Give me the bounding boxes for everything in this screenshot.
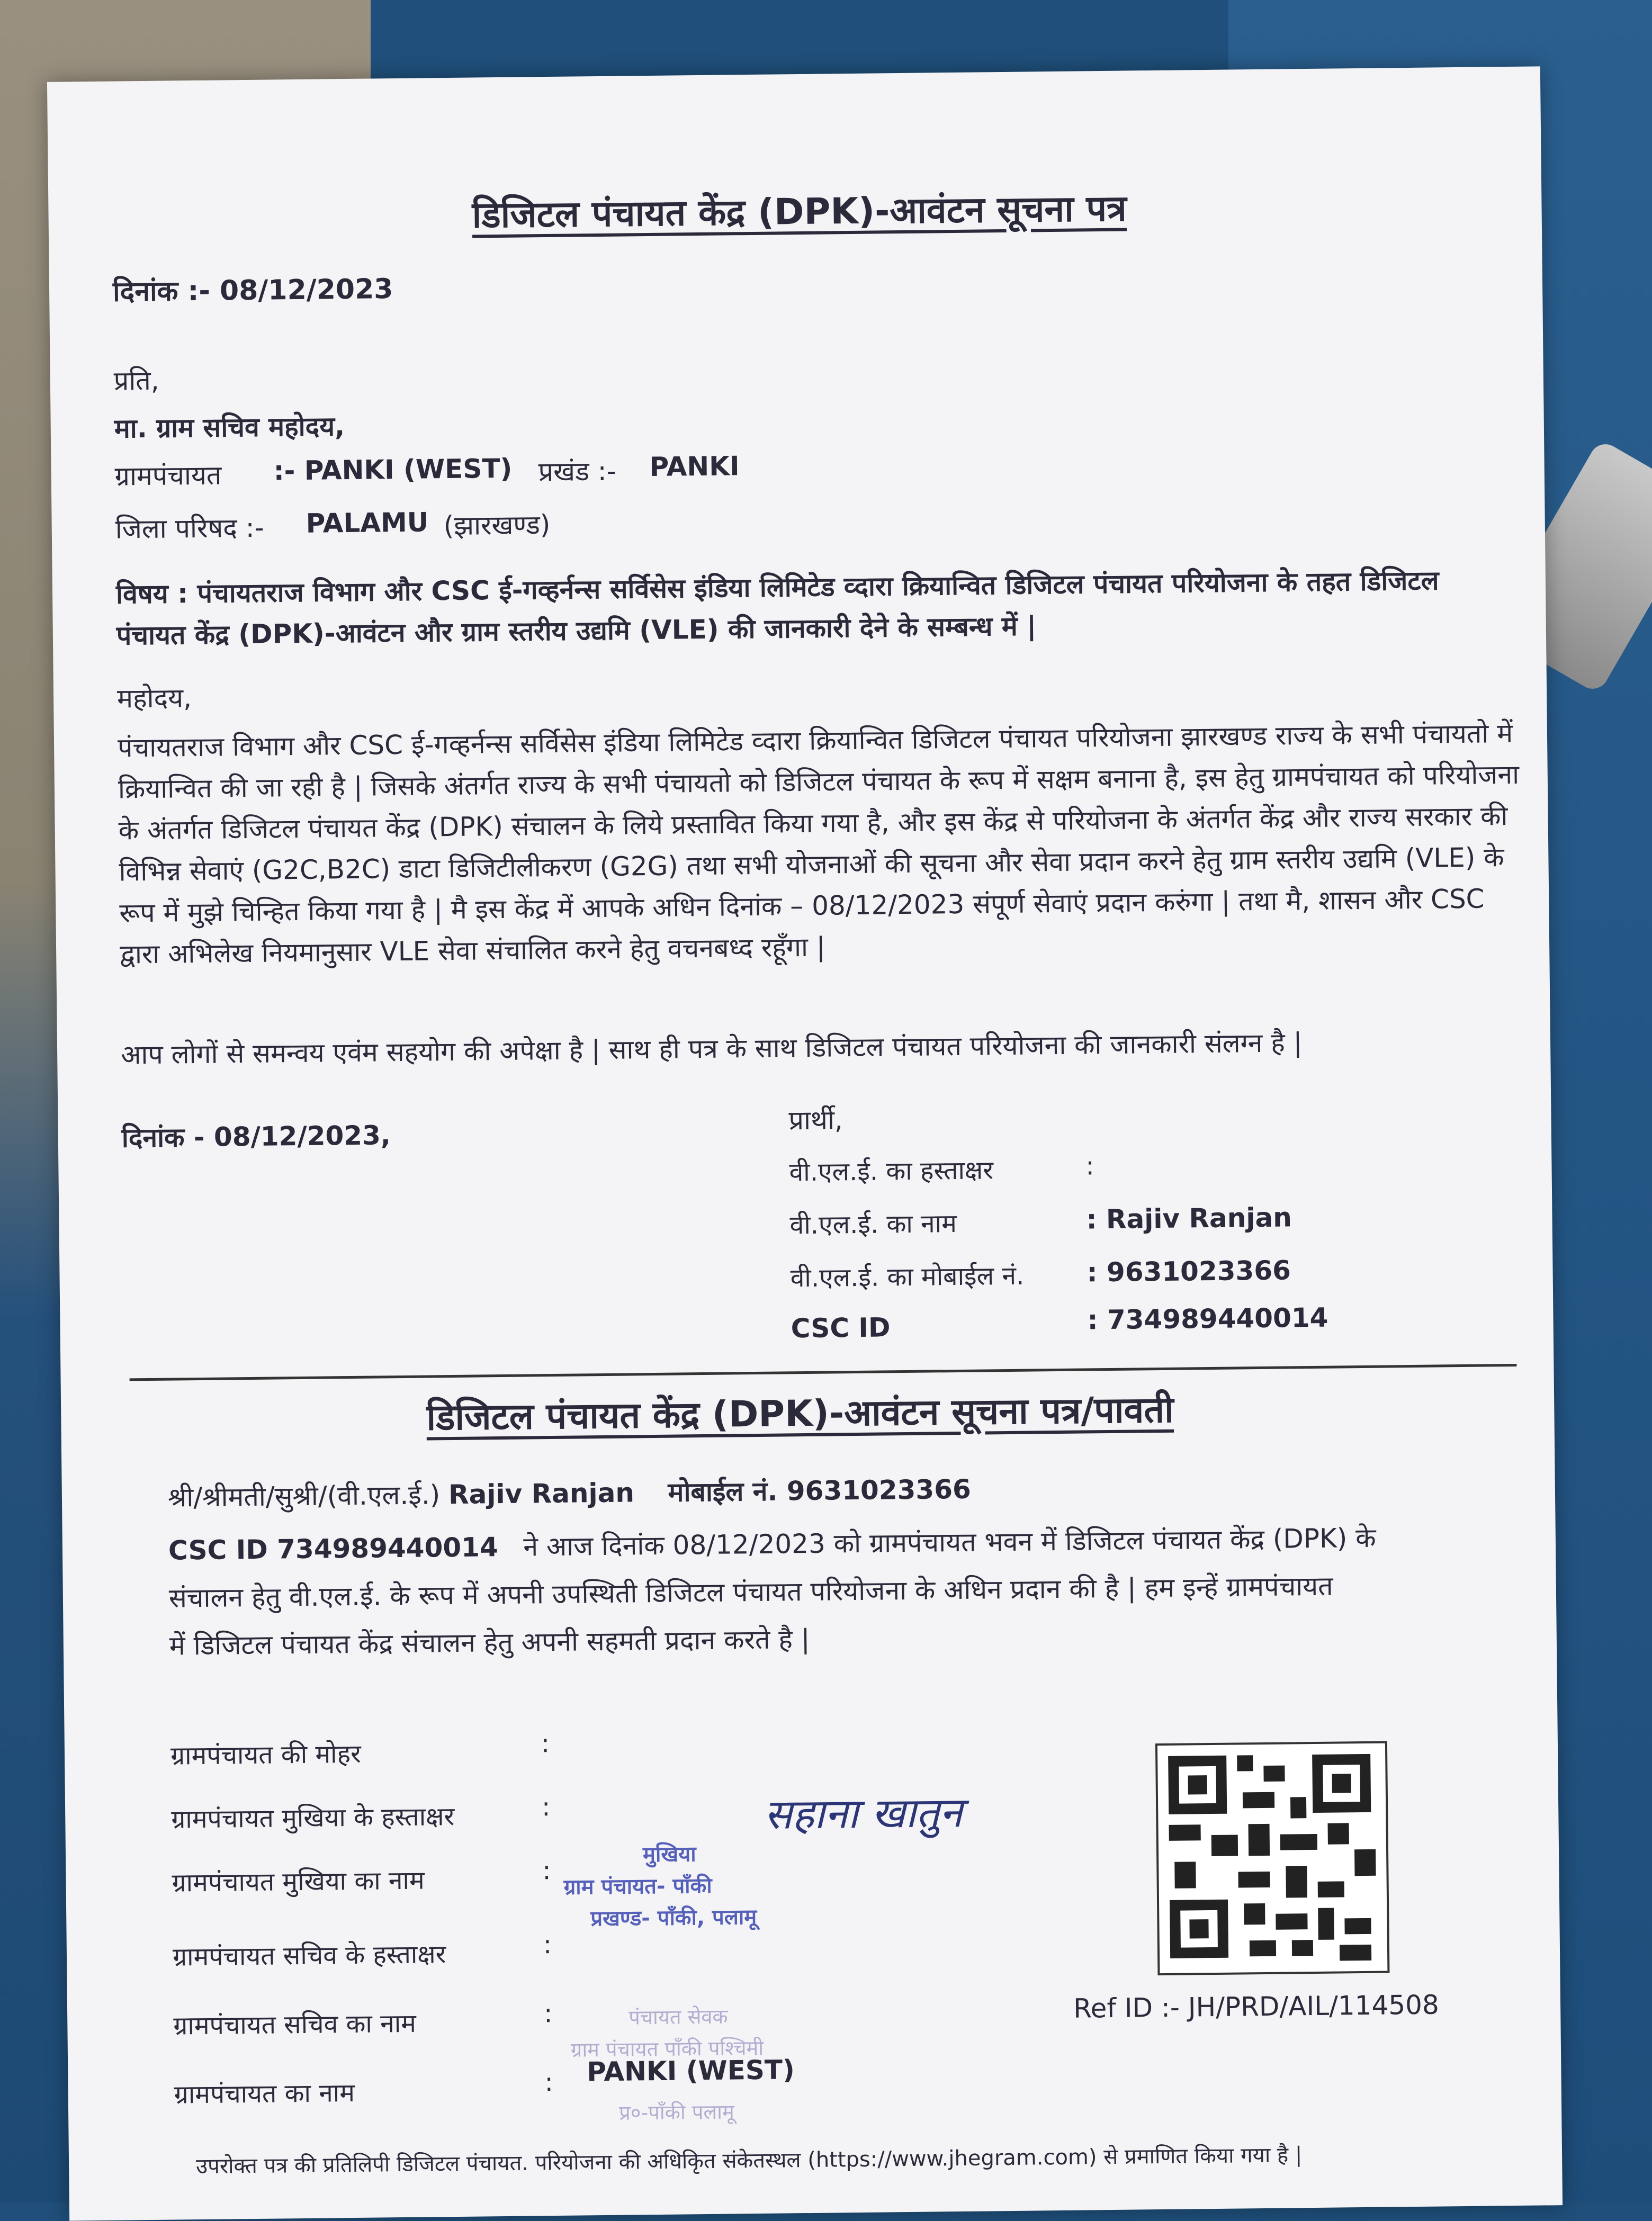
gp-label: ग्रामपंचायत: [114, 460, 222, 492]
sign-date: दिनांक - 08/12/2023,: [121, 1120, 391, 1154]
letter-document: [47, 66, 1563, 2220]
gp-name-value: PANKI (WEST): [587, 2054, 795, 2088]
field-colon-sachiv-name: :: [543, 1999, 553, 2029]
district-state: (झारखण्ड): [443, 509, 551, 542]
body-paragraph: पंचायतराज विभाग और CSC ई-गव्हर्नन्स सर्विसेस इंडिया लिमिटेड व्दारा क्रियान्वित डिजिटल पंचायत परियोजना झारखण्ड राज्य के सभी पंचायतो में क्रियान्वित की जा रही है | जिसके अंतर्गत राज्य के सभी पंचायतो को डिजिटल पंचायत के रूप में सक्षम बनाना है, इस हेतु ग्रामपंचायत को परियोजना के अंतर्गत डिजिटल पंचायत केंद्र (DPK) संचालन के लिये प्रस्तावित किया गया है, और इस केंद्र से परियोजना के अंतर्गत केंद्र और राज्य सरकार की विभिन्न सेवाएं (G2C,B2C) डाटा डिजिटीलीकरण (G2G) तथा सभी योजनाओं की सूचना और सेवा प्रदान करने हेतु ग्राम स्तरीय उद्यमि (VLE) के रूप में मुझे चिन्हित किया गया है | मै इस केंद्र में आपके अधिन दिनांक – 08/12/2023 संपूर्ण सेवाएं प्रदान करुंगा | तथा मै, शासन और CSC द्वारा अभिलेख नियमानुसार VLE सेवा संचालित करने हेतु वचनबध्द रहूँगा |: [117, 717, 1520, 970]
receipt-mobile: मोबाईल नं. 9631023366: [668, 1473, 972, 1508]
block-value: PANKI: [649, 451, 740, 483]
letter-title: डिजिटल पंचायत केंद्र (DPK)-आवंटन सूचना पत्र: [472, 187, 1127, 237]
vle-mobile-value: : 9631023366: [1087, 1255, 1291, 1288]
csc-label: CSC ID: [791, 1312, 891, 1344]
subject-label: विषय :: [115, 578, 188, 610]
prati-text: प्रति,: [113, 365, 159, 397]
sachiv-seal-block: प्र०-पाँकी पलामू: [618, 2100, 734, 2125]
receipt-line2: [168, 1519, 1376, 1568]
field-colon-mukhiya-sign: :: [541, 1792, 551, 1822]
mukhiya-stamp-gp: ग्राम पंचायत- पाँकी: [563, 1873, 712, 1900]
qr-code: [1155, 1741, 1390, 1976]
csc-value: : 734989440014: [1087, 1302, 1328, 1336]
receipt-line2-rest: ने आज दिनांक 08/12/2023 को ग्रामपंचायत भवन में डिजिटल पंचायत केंद्र (DPK) के: [523, 1522, 1376, 1562]
vle-sign-value: :: [1085, 1151, 1094, 1181]
subject: [116, 559, 1514, 657]
field-label-seal: ग्रामपंचायत की मोहर: [170, 1739, 361, 1771]
subject-text: पंचायतराज विभाग और CSC ई-गव्हर्नन्स सर्विसेस इंडिया लिमिटेड व्दारा क्रियान्वित डिजिटल पंचायत परियोजना के तहत डिजिटल पंचायत केंद्र (DPK)-आवंटन और ग्राम स्तरीय उद्यमि (VLE) की जानकारी देने के सम्बन्ध में |: [116, 565, 1439, 651]
district-label: जिला परिषद :-: [115, 512, 264, 545]
field-colon-sachiv-sign: :: [543, 1930, 552, 1960]
section-divider: [130, 1364, 1517, 1381]
receipt-prefix: श्री/श्रीमती/सुश्री/(वी.एल.ई.): [167, 1479, 441, 1513]
mukhiya-stamp-block: प्रखण्ड- पाँकी, पलामू: [590, 1905, 757, 1931]
footer-note: उपरोक्त पत्र की प्रतिलिपी डिजिटल पंचायत. परियोजना की अधिकृित संकेतस्थल (https://www.jhegram.com) से प्रमाणित किया गया है |: [195, 2143, 1303, 2179]
district-value: PALAMU: [306, 507, 429, 539]
block-label: प्रखंड :-: [538, 455, 616, 488]
vle-mobile-label: वी.एल.ई. का मोबाईल नं.: [790, 1261, 1025, 1293]
receipt-csc-id: CSC ID 734989440014: [168, 1532, 498, 1566]
date-line: दिनांक :- 08/12/2023: [112, 273, 393, 308]
prarthi: प्रार्थी,: [788, 1104, 843, 1136]
vle-sign-label: वी.एल.ई. का हस्ताक्षर: [789, 1155, 994, 1188]
recipient: मा. ग्राम सचिव महोदय,: [114, 411, 345, 444]
sachiv-seal-gp: ग्राम पंचायत पाँकी पश्चिमी: [570, 2036, 764, 2062]
mukhiya-stamp-title: मुखिया: [642, 1842, 696, 1867]
salutation: महोदय,: [116, 682, 192, 714]
field-label-gp-name: ग्रामपंचायत का नाम: [174, 2078, 355, 2110]
receipt-line3: संचालन हेतु वी.एल.ई. के रूप में अपनी उपस्थिती डिजिटल पंचायत परियोजना के अधिन प्रदान की है | हम इन्हें ग्रामपंचायत: [168, 1570, 1333, 1614]
mukhiya-handwritten-signature: सहाना खातुन: [764, 1788, 963, 1839]
field-colon-gp-name: :: [544, 2067, 554, 2098]
field-colon-seal: :: [541, 1729, 550, 1759]
field-label-sachiv-sign: ग्रामपंचायत सचिव के हस्ताक्षर: [172, 1939, 446, 1972]
ref-id: Ref ID :- JH/PRD/AIL/114508: [1073, 1989, 1440, 2024]
receipt-line4: में डिजिटल पंचायत केंद्र संचालन हेतु अपनी सहमती प्रदान करते है |: [169, 1623, 810, 1661]
vle-name-label: वी.एल.ई. का नाम: [789, 1209, 957, 1240]
vle-name-value: : Rajiv Ranjan: [1086, 1202, 1292, 1235]
gp-value: :- PANKI (WEST): [273, 453, 513, 487]
closing-line: आप लोगों से समन्वय एवंम सहयोग की अपेक्षा है | साथ ही पत्र के साथ डिजिटल पंचायत परियोजना की जानकारी संलग्न है |: [120, 1027, 1303, 1071]
sachiv-seal-title: पंचायत सेवक: [629, 2004, 728, 2029]
receipt-vle-name: Rajiv Ranjan: [448, 1477, 635, 1510]
field-label-sachiv-name: ग्रामपंचायत सचिव का नाम: [173, 2008, 417, 2041]
field-label-mukhiya-name: ग्रामपंचायत मुखिया का नाम: [172, 1865, 425, 1898]
receipt-title: डिजिटल पंचायत केंद्र (DPK)-आवंटन सूचना पत्र/पावती: [426, 1389, 1174, 1439]
field-label-mukhiya-sign: ग्रामपंचायत मुखिया के हस्ताक्षर: [171, 1802, 455, 1835]
receipt-line1: [168, 1470, 972, 1515]
field-colon-mukhiya-name: :: [542, 1856, 551, 1886]
